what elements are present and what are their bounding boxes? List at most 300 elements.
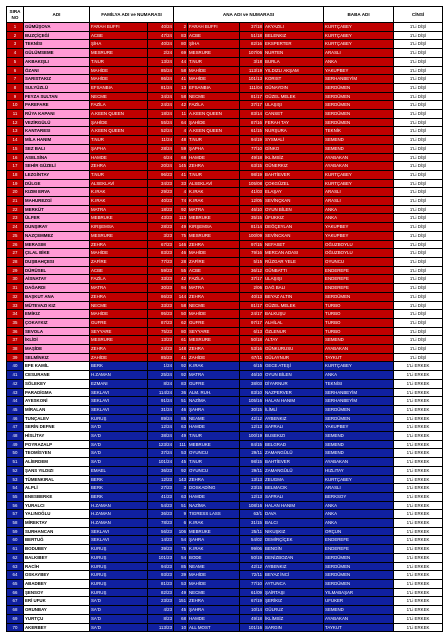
mother-name: MAHİDE <box>188 310 240 319</box>
horse-name: YALINOĞLU <box>24 510 90 519</box>
horse-name: ALPLİ <box>24 484 90 493</box>
father-name: SEMEND <box>324 449 394 458</box>
mother-line: İKLİMSİZ <box>264 153 324 162</box>
mother-name: NECME <box>188 92 240 101</box>
family-name: MESRURE <box>90 49 148 58</box>
family-number: 1/24 <box>148 362 174 371</box>
mother-line: ŞAİRTAŞI <box>264 588 324 597</box>
gender: 1'Li ERKEK <box>394 510 443 519</box>
mother-index: 80 <box>174 327 188 336</box>
row-number: 1 <box>7 23 24 32</box>
gender: 1'Li DİŞİ <box>394 127 443 136</box>
father-name: SERDÜMEN <box>324 101 394 110</box>
mother-line: ZAMANGÜLÜ <box>264 466 324 475</box>
father-name: TURBO <box>324 327 394 336</box>
horse-name: AİSNATAY <box>24 275 90 284</box>
horse-name: SURHANCAN <box>24 527 90 536</box>
gender: 1'Li DİŞİ <box>394 197 443 206</box>
mother-number: 77/10 <box>240 144 264 153</box>
family-name: SEKLAVI <box>90 397 148 406</box>
mother-number: 42/12 <box>240 414 264 423</box>
father-name: SERDÜMEN <box>324 92 394 101</box>
gender: 1'Li DİŞİ <box>394 49 443 58</box>
horse-name: BUZÇİÇEĞİ <box>24 31 90 40</box>
row-number: 32 <box>7 292 24 301</box>
mother-name: NAZİMA <box>188 397 240 406</box>
table-row <box>7 153 443 162</box>
mother-name: MAHİDE <box>188 571 240 580</box>
mother-number: 3/18 <box>240 57 264 66</box>
family-name: ACBE <box>90 266 148 275</box>
family-name: EFSANBIA <box>90 83 148 92</box>
mother-line: BENGİN <box>264 545 324 554</box>
horse-name: EFE KAMİL <box>24 362 90 371</box>
mother-number: 105/16 <box>240 397 264 406</box>
row-number: 17 <box>7 162 24 171</box>
row-number: 2 <box>7 31 24 40</box>
gender: 1'Li DİŞİ <box>394 257 443 266</box>
father-name: ARASLI <box>324 484 394 493</box>
father-name: SEMEND <box>324 440 394 449</box>
family-number: 85/24 <box>148 66 174 75</box>
mother-name: ALL MOST <box>188 623 240 632</box>
table-row <box>7 57 443 66</box>
father-name: ENDEREFE <box>324 536 394 545</box>
mother-line: SEVİNCKAN <box>264 231 324 240</box>
row-number: 46 <box>7 414 24 423</box>
family-name: BERK <box>90 475 148 484</box>
mother-number: 87/16 <box>240 118 264 127</box>
table-row <box>7 475 443 484</box>
mother-index: 41 <box>174 353 188 362</box>
mother-line: ELAŞAY <box>264 188 324 197</box>
table-row <box>7 353 443 362</box>
mother-number: 49/18 <box>240 153 264 162</box>
table-row <box>7 75 443 84</box>
mother-index: 6 <box>174 519 188 528</box>
mother-number: 82/16 <box>240 40 264 49</box>
mother-index: 80 <box>174 40 188 49</box>
gender: 1'Li ERKEK <box>394 571 443 580</box>
mother-name: MATRA <box>188 284 240 293</box>
mother-name: OYUNCU <box>188 466 240 475</box>
horse-name: MAHUREZGİ <box>24 197 90 206</box>
family-number: 6/24 <box>148 153 174 162</box>
family-number: 18/24 <box>148 110 174 119</box>
table-row <box>7 266 443 275</box>
mother-name: ZAFİRE <box>188 257 240 266</box>
family-name: MAHİDE <box>90 249 148 258</box>
row-number: 38 <box>7 345 24 354</box>
family-number: 87/23 <box>148 318 174 327</box>
table-row <box>7 458 443 467</box>
mother-index: 46 <box>174 405 188 414</box>
family-number: 83/23 <box>148 249 174 258</box>
father-name: SERDÜMEN <box>324 118 394 127</box>
mother-line: BAHTİEVER <box>264 458 324 467</box>
table-row <box>7 519 443 528</box>
gender: 1'Li ERKEK <box>394 388 443 397</box>
horse-name: SÖLEKEY <box>24 379 90 388</box>
mother-line: ÖZLENUR <box>264 327 324 336</box>
family-name: FAZİLA <box>90 101 148 110</box>
mother-number: 100/09 <box>240 231 264 240</box>
family-name: SA'D <box>90 458 148 467</box>
horse-name: AYESKONİ <box>24 397 90 406</box>
mother-index: 75 <box>174 231 188 240</box>
table-row <box>7 49 443 58</box>
mother-index: 113 <box>174 214 188 223</box>
table-row <box>7 484 443 493</box>
horse-name: HİSLİTAY <box>24 432 90 441</box>
mother-index: 92 <box>174 362 188 371</box>
horse-name: TÜMENKIRAL <box>24 475 90 484</box>
family-number: 59/23 <box>148 266 174 275</box>
father-name: OĞUZBOYLU <box>324 249 394 258</box>
father-name: KURTÇABEY <box>324 40 394 49</box>
gender: 1'Li ERKEK <box>394 623 443 632</box>
mother-number: 67/19 <box>240 597 264 606</box>
mother-line: GÜZEL MELEK <box>264 301 324 310</box>
pedigree-table <box>6 6 443 632</box>
mother-name: ZEHRA <box>188 292 240 301</box>
family-number: 67/23 <box>148 240 174 249</box>
table-row <box>7 336 443 345</box>
family-name: MEBRUKE <box>90 214 148 223</box>
row-number: 18 <box>7 170 24 179</box>
family-name: ZAFİRE <box>90 257 148 266</box>
horse-name: DUNŞIRAY <box>24 223 90 232</box>
mother-number: 46/10 <box>240 205 264 214</box>
mother-number: 97/15 <box>240 240 264 249</box>
mother-line: GÜLAYNUR <box>264 353 324 362</box>
mother-line: HALAN HANIM <box>264 501 324 510</box>
table-row <box>7 231 443 240</box>
table-row <box>7 136 443 145</box>
mother-index: 68 <box>174 614 188 623</box>
horse-name: PAREFARE <box>24 101 90 110</box>
father-name: SERDÜMEN <box>324 292 394 301</box>
mother-number: 6/13 <box>240 327 264 336</box>
mother-number: 67/11 <box>240 353 264 362</box>
horse-name: POYRAZALP <box>24 440 90 449</box>
table-row <box>7 92 443 101</box>
family-name: SA'D <box>90 623 148 632</box>
table-row <box>7 188 443 197</box>
mother-index: 48 <box>174 136 188 145</box>
gender: 1'Li ERKEK <box>394 449 443 458</box>
table-row <box>7 492 443 501</box>
mother-index: 49 <box>174 588 188 597</box>
gender: 1'Li DİŞİ <box>394 101 443 110</box>
mother-number: 72/11 <box>240 571 264 580</box>
mother-number: 10/14 <box>240 606 264 615</box>
table-row <box>7 66 443 75</box>
family-number: 37/24 <box>148 449 174 458</box>
family-name: ZEHRA <box>90 292 148 301</box>
gender: 1'Li DİŞİ <box>394 144 443 153</box>
father-name: UFUKER <box>324 597 394 606</box>
row-number: 26 <box>7 240 24 249</box>
mother-index: 85 <box>174 414 188 423</box>
mother-number: 35/15 <box>240 214 264 223</box>
mother-line: FERAH TAY <box>264 118 324 127</box>
horse-name: BALKIBEY <box>24 553 90 562</box>
mother-index: 13 <box>174 83 188 92</box>
family-number: 94/23 <box>148 562 174 571</box>
mother-name: OYUNCU <box>188 449 240 458</box>
mother-line: ŞERİKIZ <box>264 597 324 606</box>
family-name: ZEHRA <box>90 240 148 249</box>
mother-line: DENİZBOZAN <box>264 553 324 562</box>
table-row <box>7 545 443 554</box>
horse-name: YURALCI <box>24 501 90 510</box>
family-name: SEYYARE <box>90 327 148 336</box>
horse-name: MAŞİDE <box>24 345 90 354</box>
family-name: MATRA <box>90 284 148 293</box>
mother-number: 49/18 <box>240 614 264 623</box>
gender: 1'Li ERKEK <box>394 588 443 597</box>
gender: 1'Li DİŞİ <box>394 327 443 336</box>
mother-line: GÜNBATTI <box>264 266 324 275</box>
family-number: 14/23 <box>148 536 174 545</box>
family-name: ACBE <box>90 31 148 40</box>
mother-name: GUFRE <box>188 379 240 388</box>
gender: 1'Li DİŞİ <box>394 353 443 362</box>
family-number: 91/24 <box>148 397 174 406</box>
mother-name: HAMDE <box>188 153 240 162</box>
mother-line: EKSPERTER <box>264 40 324 49</box>
father-name: SEMEND <box>324 136 394 145</box>
mother-index: 63 <box>174 423 188 432</box>
family-number: 114/24 <box>148 388 174 397</box>
mother-line: ALTAY <box>264 336 324 345</box>
family-name: GUFRE <box>90 318 148 327</box>
gender: 1'Li DİŞİ <box>394 23 443 32</box>
horse-name: BAŞKUT ANA <box>24 292 90 301</box>
father-name: AYABAKAN <box>324 614 394 623</box>
horse-name: SULYÜZLÜ <box>24 83 90 92</box>
mother-name: BODE <box>188 553 240 562</box>
gender: 1'Li ERKEK <box>394 614 443 623</box>
mother-index: 54 <box>174 536 188 545</box>
mother-index: 92 <box>174 371 188 380</box>
mother-name: NECME <box>188 301 240 310</box>
table-row <box>7 606 443 615</box>
mother-index: 10 <box>174 623 188 632</box>
family-name: BERK <box>90 484 148 493</box>
row-number: 31 <box>7 284 24 293</box>
gender: 1'Li ERKEK <box>394 580 443 589</box>
horse-name: ENESBERKE <box>24 492 90 501</box>
father-name: ARASLI <box>324 197 394 206</box>
mother-name: MAHİDE <box>188 66 240 75</box>
mother-line: BALCI <box>264 519 324 528</box>
family-number: 29/23 <box>148 188 174 197</box>
mother-index: 92 <box>174 466 188 475</box>
family-name: MATRA <box>90 205 148 214</box>
mother-number: 63/15 <box>240 162 264 171</box>
family-number: 13/24 <box>148 57 174 66</box>
table-row <box>7 553 443 562</box>
row-number: 61 <box>7 545 24 554</box>
mother-index: 68 <box>174 153 188 162</box>
horse-name: ABADBEY <box>24 580 90 589</box>
mother-index: 69 <box>174 49 188 58</box>
row-number: 60 <box>7 536 24 545</box>
horse-name: GÜLÜMSEME <box>24 49 90 58</box>
mother-number: 77/10 <box>240 580 264 589</box>
mother-line: YILDIZLI AKŞAM <box>264 66 324 75</box>
father-name: ENDEREFE <box>324 284 394 293</box>
mother-line: RÜZGAR YELE <box>264 257 324 266</box>
row-number: 49 <box>7 440 24 449</box>
mother-index: 58 <box>174 92 188 101</box>
mother-index: 83 <box>174 379 188 388</box>
gender: 1'Li DİŞİ <box>394 83 443 92</box>
row-number: 51 <box>7 458 24 467</box>
horse-name: ÜLFER <box>24 214 90 223</box>
father-name: TEKNİSI <box>324 379 394 388</box>
mother-name: FARAH BUFFI <box>188 23 240 32</box>
family-number: 93/23 <box>148 571 174 580</box>
gender: 1'Li DİŞİ <box>394 240 443 249</box>
table-row <box>7 249 443 258</box>
gender: 1'Li ERKEK <box>394 405 443 414</box>
father-name: YAKUPBEY <box>324 231 394 240</box>
row-number: 23 <box>7 214 24 223</box>
col-header-cinsi: CİNSİ <box>394 7 443 23</box>
col-header-baba: BABA ADI <box>324 7 394 23</box>
mother-name: T.NUR <box>188 432 240 441</box>
mother-name: K.IRAK <box>188 545 240 554</box>
mother-number: 98/15 <box>240 458 264 467</box>
mother-number: 98/19 <box>240 170 264 179</box>
horse-name: SEVOLA <box>24 327 90 336</box>
mother-index: 75 <box>174 545 188 554</box>
table-row <box>7 257 443 266</box>
row-number: 68 <box>7 606 24 615</box>
mother-number: 37/18 <box>240 23 264 32</box>
gender: 1'Li DİŞİ <box>394 345 443 354</box>
gender: 1'Li ERKEK <box>394 527 443 536</box>
mother-index: 33 <box>174 179 188 188</box>
horse-name: ÖZANI <box>24 66 90 75</box>
family-name: H.ZAMAN <box>90 371 148 380</box>
mother-line: NEFASET <box>264 240 324 249</box>
horse-name: RÜYA KAPANI <box>24 110 90 119</box>
row-number: 59 <box>7 527 24 536</box>
family-name: ZAHİDE <box>90 353 148 362</box>
family-name: A.KEEN QUEEN <box>90 110 148 119</box>
family-name: MAHİDE <box>90 310 148 319</box>
mother-number: 6/15 <box>240 362 264 371</box>
family-number: 40/23 <box>148 197 174 206</box>
mother-index: 92 <box>174 205 188 214</box>
mother-name: MAHİDE <box>188 249 240 258</box>
mother-index: 3 <box>174 484 188 493</box>
gender: 1'Li DİŞİ <box>394 75 443 84</box>
gender: 1'Li ERKEK <box>394 562 443 571</box>
family-number: 86/24 <box>148 75 174 84</box>
table-row <box>7 83 443 92</box>
mother-index: 145 <box>174 162 188 171</box>
row-number: 52 <box>7 466 24 475</box>
horse-name: ERİ UFUK <box>24 597 90 606</box>
mother-name: FAZİLA <box>188 101 240 110</box>
gender: 1'Li ERKEK <box>394 484 443 493</box>
family-number: 81/23 <box>148 580 174 589</box>
table-row <box>7 405 443 414</box>
mother-number: 79/16 <box>240 249 264 258</box>
father-name: YAKUPBEY <box>324 423 394 432</box>
mother-number: 30/15 <box>240 405 264 414</box>
mother-name: MEBRUKE <box>188 214 240 223</box>
mother-name: ZEHRA <box>188 162 240 171</box>
horse-name: MERKÜT <box>24 205 90 214</box>
horse-name: BERTUĞ <box>24 536 90 545</box>
gender: 1'Li ERKEK <box>394 553 443 562</box>
gender: 1'Li DİŞİ <box>394 284 443 293</box>
father-name: TAYKUT <box>324 353 394 362</box>
family-name: A.KEEN QUEEN <box>90 127 148 136</box>
mother-line: ZAMANGÜLÜ <box>264 449 324 458</box>
mother-number: 5/15 <box>240 257 264 266</box>
table-row <box>7 345 443 354</box>
mother-index: 4 <box>174 188 188 197</box>
mother-line: KORIST <box>264 75 324 84</box>
row-number: 10 <box>7 101 24 110</box>
mother-number: 111/04 <box>240 83 264 92</box>
gender: 1'Li ERKEK <box>394 397 443 406</box>
col-header-familya: FAMİLYA ADI ve NUMARASI <box>90 7 174 23</box>
row-number: 6 <box>7 66 24 75</box>
family-name: BERK <box>90 362 148 371</box>
mother-index: 144 <box>174 292 188 301</box>
mother-line: ÜFUKKIZ <box>264 214 324 223</box>
mother-name: K.IRAK <box>188 519 240 528</box>
row-number: 24 <box>7 223 24 232</box>
mother-line: BAHTİEVER <box>264 170 324 179</box>
family-name: H.ZAMAN <box>90 501 148 510</box>
mother-name: DOSKADİNG <box>188 484 240 493</box>
father-name: ARASLI <box>324 49 394 58</box>
mother-name: ŞAHRA <box>188 405 240 414</box>
gender: 1'Li ERKEK <box>394 475 443 484</box>
mother-index: 28 <box>174 257 188 266</box>
family-number: 31/24 <box>148 405 174 414</box>
family-number: 23/23 <box>148 597 174 606</box>
mother-index: 111 <box>174 440 188 449</box>
family-name: H.ZAMAN <box>90 510 148 519</box>
table-row <box>7 536 443 545</box>
father-name: TEKNİK <box>324 127 394 136</box>
mother-name: A.KEEN QUEEN <box>188 110 240 119</box>
mother-index: 83 <box>174 31 188 40</box>
mother-name: K.IRAK <box>188 362 240 371</box>
mother-line: BURLA <box>264 57 324 66</box>
table-row <box>7 214 443 223</box>
table-row <box>7 110 443 119</box>
father-name: SERDÜMEN <box>324 110 394 119</box>
table-row <box>7 240 443 249</box>
father-name: ANKA <box>324 205 394 214</box>
gender: 1'Li ERKEK <box>394 492 443 501</box>
gender: 1'Li DİŞİ <box>394 205 443 214</box>
family-number: 89/24 <box>148 414 174 423</box>
family-number: 39/23 <box>148 545 174 554</box>
mother-line: BEYAZ İNCİ <box>264 571 324 580</box>
